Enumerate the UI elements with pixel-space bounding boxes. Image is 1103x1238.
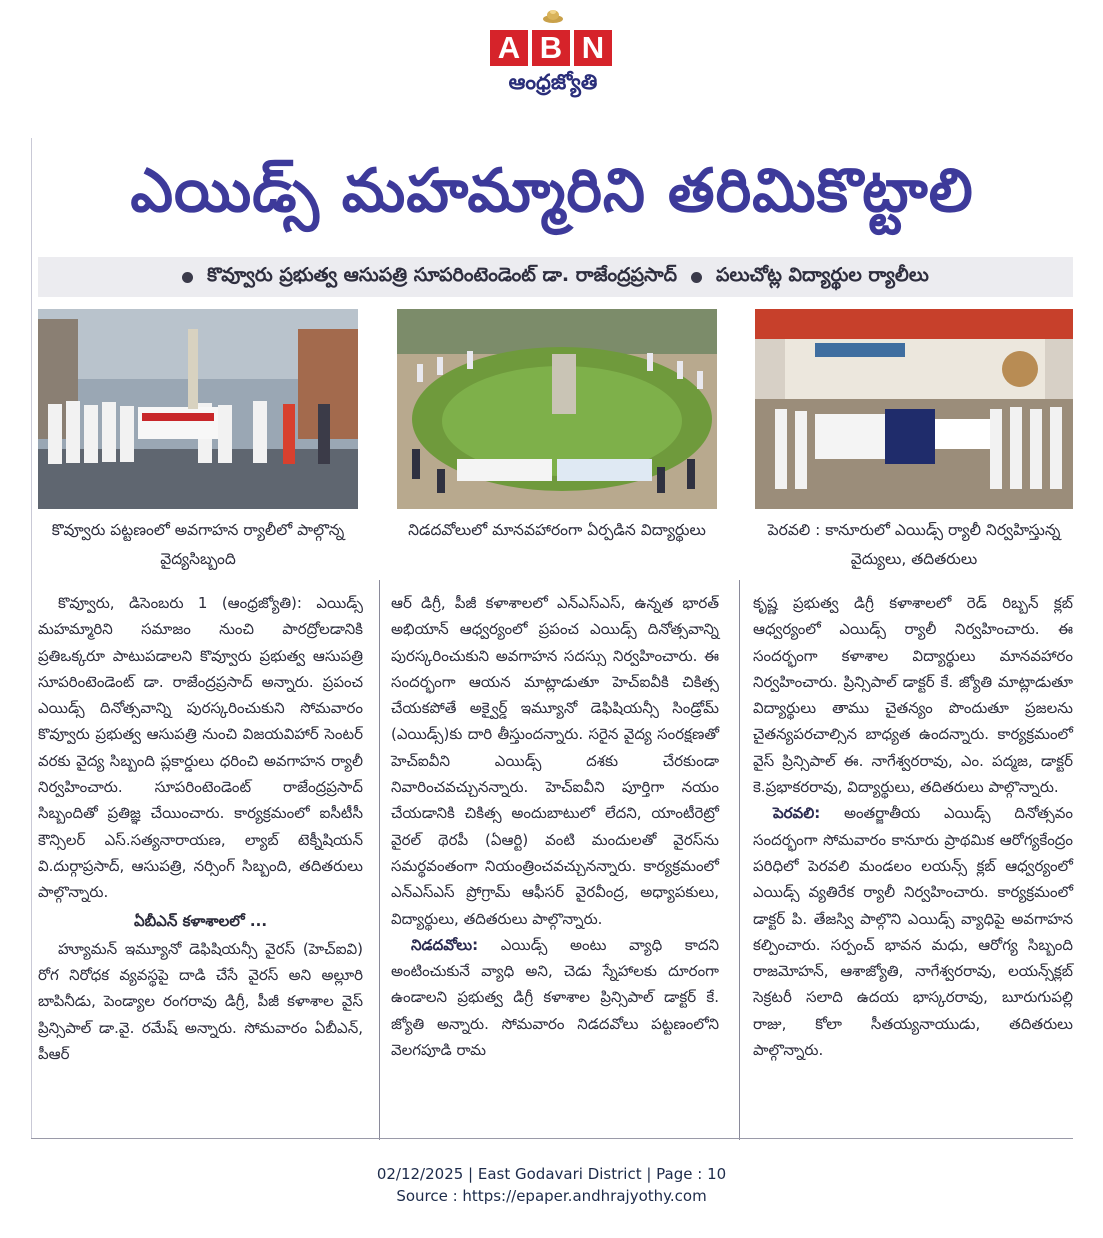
dateline: పెరవలి:: [773, 804, 821, 823]
brand-letter: A: [490, 30, 528, 66]
dateline: నిడదవోలు:: [411, 935, 479, 954]
photo-caption: కొవ్వూరు పట్టణంలో అవగాహన ర్యాలీలో పాల్గొన్న వైద్యసిబ్బంది: [51, 521, 345, 568]
bullet-icon: [182, 272, 193, 283]
page-border: [31, 138, 32, 1138]
section-heading: ఏబీఎన్ కళాశాలలో ...: [133, 911, 268, 930]
footer-source-link[interactable]: Source : https://epaper.andhrajyothy.com: [396, 1187, 707, 1205]
photo-caption: పెరవలి : కానూరులో ఎయిడ్స్ ర్యాలీ నిర్వహిస్తున్న వైద్యులు, తదితరులు: [767, 521, 1061, 568]
article-column-2: [391, 590, 719, 1063]
article-paragraph: కృష్ణ ప్రభుత్వ డిగ్రీ కళాశాలలో రెడ్ రిబ్బన్ క్లబ్ ఆధ్వర్యంలో ఎయిడ్స్ ర్యాలీ నిర్వహించారు. ఈ సందర్భంగా కళాశాల విద్యార్థులు మానవహారం నిర్వహించారు. ప్రిన్సిపాల్ డాక్టర్ కే. జ్యోతి మాట్లాడుతూ విద్యార్థులు తాము చైతన్యం పొందుతూ ప్రజలను చైతన్యపరచాల్సిన బాధ్యత ఉందన్నారు. కార్యక్రమంలో వైస్ ప్రిన్సిపాల్ ఈ. నాగేశ్వరరావు, ఎం. పద్మజ, డాక్టర్ కె.ప్రభాకరరావు, విద్యార్థులు, తదితరులు పాల్గొన్నారు.: [753, 594, 1073, 797]
article-paragraph: హ్యూమన్ ఇమ్యూనో డెఫిషియన్సీ వైరస్ (హెచ్ఐవి) రోగ నిరోధక వ్యవస్థపై దాడి చేసే వైరస్ అని అల్లూరి బాపినీడు, పెండ్యాల రంగరావు డిగ్రీ, పీజీ కళాశాల వైస్ ప్రిన్సిపాల్ డా.వై. రమేష్ అన్నారు. సోమవారం ఏబీఎన్, పీఆర్: [38, 939, 363, 1064]
brand-letter: N: [574, 30, 612, 66]
publication-name: ఆంధ్రజ్యోతి: [508, 70, 598, 94]
cup-icon: [542, 6, 564, 24]
photo-caption: నిడదవోలులో మానవహారంగా ఏర్పడిన విద్యార్థులు: [408, 521, 706, 539]
brand-letter: B: [532, 30, 570, 66]
page-footer: [0, 1163, 1103, 1207]
subheadline-item: పలుచోట్ల విద్యార్థుల ర్యాలీలు: [716, 263, 929, 286]
bottom-divider: [31, 1138, 1073, 1139]
article-paragraph: కొవ్వూరు, డిసెంబరు 1 (ఆంధ్రజ్యోతి): ఎయిడ్స్ మహమ్మారిని సమాజం నుంచి పారద్రోలడానికి ప్రతిఒక్కరూ పాటుపడాలని కొవ్వూరు ప్రభుత్వ ఆసుపత్రి సూపరింటెండెంట్ డా. రాజేంద్రప్రసాద్ అన్నారు. ప్రపంచ ఎయిడ్స్ దినోత్సవాన్ని పురస్కరించుకుని సోమవారం కొవ్వూరు ప్రభుత్వ ఆసుపత్రి నుంచి విజయవిహార్ సెంటర్ వరకు వైద్య సిబ్బంది ప్లకార్డులు ధరించి అవగాహన ర్యాలీ నిర్వహించారు. సూపరింటెండెంట్ రాజేంద్రప్రసాద్ సిబ్బందితో ప్రతిజ్ఞ చేయించారు. కార్యక్రమంలో ఐసీటీసీ కౌన్సిలర్ ఎస్.సత్యనారాయణ, ల్యాబ్ టెక్నీషియన్ వి.దుర్గాప్రసాద్, ఆసుపత్రి, నర్సింగ్ సిబ్బంది, తదితరులు పాల్గొన్నారు.: [38, 594, 363, 902]
column-divider: [739, 580, 740, 1140]
subheadline-item: కొవ్వూరు ప్రభుత్వ ఆసుపత్రి సూపరింటెండెంట్ డా. రాజేంద్రప్రసాద్: [207, 263, 678, 286]
subheadline-bar: [38, 257, 1073, 297]
photo-kovvur-rally: [38, 309, 358, 509]
bullet-icon: [691, 272, 702, 283]
article-paragraph: అంతర్జాతీయ ఎయిడ్స్ దినోత్సవం సందర్భంగా సోమవారం కానూరు ప్రాథమిక ఆరోగ్యకేంద్రం పరిధిలో పెరవలి మండలం లయన్స్ క్లబ్ ఆధ్వర్యంలో ఎయిడ్స్ వ్యతిరేక ర్యాలీ నిర్వహించారు. కార్యక్రమంలో డాక్టర్ పి. తేజస్వి పాల్గొని ఎయిడ్స్ వ్యాధిపై అవగాహన కల్పించారు. సర్పంచ్ భావన మధు, ఆరోగ్య సిబ్బంది రాజమోహన్, ఆశాజ్యోతి, నాగేశ్వరరావు, లయన్స్‌క్లబ్ సెక్రటరీ సలాది ఉదయ భాస్కరరావు, బూరుగుపల్లి రాజు, కోలా సీతయ్యనాయుడు, తదితరులు పాల్గొన్నారు.: [753, 804, 1073, 1060]
footer-edition-info: 02/12/2025 | East Godavari District | Page : 10: [376, 1165, 727, 1183]
article-column-3: [753, 590, 1073, 1063]
column-divider: [379, 580, 380, 1140]
photo-kanuru-rally: [755, 309, 1073, 509]
article-column-1: [38, 590, 363, 1067]
article-paragraph: ఆర్ డిగ్రీ, పీజీ కళాశాలలో ఎన్ఎస్ఎస్, ఉన్నత భారత్ అభియాన్ ఆధ్వర్యంలో ప్రపంచ ఎయిడ్స్ దినోత్సవాన్ని పురస్కరించుకుని అవగాహన సదస్సు నిర్వహించారు. ఈ సందర్భంగా ఆయన మాట్లాడుతూ హెచ్ఐవీకి చికిత్స చేయకపోతే అక్వైర్డ్ ఇమ్యూనో డెఫిషియన్సీ సిండ్రోమ్ (ఎయిడ్స్)కు దారి తీస్తుందన్నారు. సరైన వైద్య సంరక్షణతో హెచ్ఐవీని ఎయిడ్స్ దశకు చేరకుండా నివారించవచ్చునన్నారు. హెచ్ఐవీని పూర్తిగా నయం చేయడానికి చికిత్స అందుబాటులో లేదని, యాంటీరెట్రో వైరల్ థెరపీ (ఏఆర్టి) వంటి మందులతో వైరస్‌ను సమర్థవంతంగా నియంత్రించవచ్చునన్నారు. కార్యక్రమంలో ఎన్ఎస్ఎస్ ప్రోగ్రామ్ ఆఫీసర్ వైరవీంద్ర, అధ్యాపకులు, విద్యార్థులు, తదితరులు పాల్గొన్నారు.: [391, 594, 719, 928]
brand-letters: [490, 30, 612, 66]
publication-logo: [488, 6, 618, 102]
photo-nidadavolu-human-chain: [397, 309, 717, 509]
page-headline: ఎయిడ్స్ మహమ్మారిని తరిమికొట్టాలి: [130, 156, 974, 226]
article-paragraph: ఎయిడ్స్ అంటు వ్యాధి కాదని అంటించుకునే వ్యాధి అని, చెడు స్నేహాలకు దూరంగా ఉండాలని ప్రభుత్వ డిగ్రీ కళాశాల ప్రిన్సిపాల్ డాక్టర్ కే. జ్యోతి అన్నారు. సోమవారం నిడదవోలు పట్టణంలోని వెలగపూడి రామ: [391, 935, 719, 1060]
